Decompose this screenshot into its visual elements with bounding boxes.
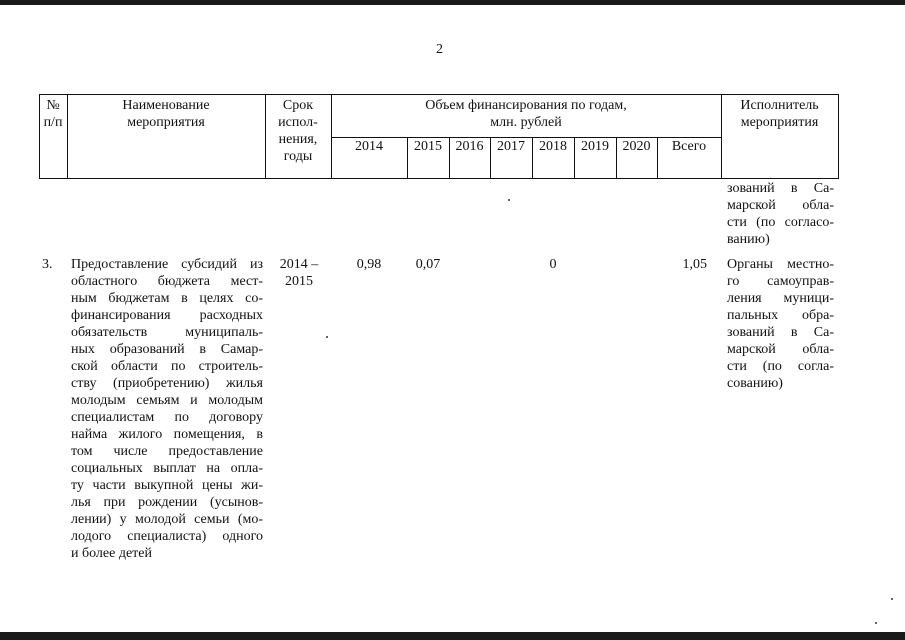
text-line: го самоуправ- <box>727 274 834 289</box>
text-line: лодого специалиста) одного <box>71 529 263 544</box>
text-line: и более детей <box>71 546 153 561</box>
table-header <box>0 0 905 180</box>
text-line: Предоставление субсидий из <box>71 257 263 272</box>
text-line: марской обла- <box>727 342 834 357</box>
text-line: зований в Са- <box>727 181 834 196</box>
header-funding: Объем финансирования по годам, млн. рублей <box>425 98 627 130</box>
text-line: обязательств муниципаль- <box>71 325 263 340</box>
text-line: лении) у молодой семьи (мо- <box>71 512 263 527</box>
text-line: специалистам по договору <box>71 410 263 425</box>
text-line: пальных обра- <box>727 308 834 323</box>
header-year-2015: 2015 <box>414 139 442 154</box>
header-top-rule <box>39 94 838 95</box>
row-executor <box>727 256 834 392</box>
text-line: 2015 <box>285 274 313 289</box>
header-year-total: Всего <box>671 139 707 154</box>
text-line: найма жилого помещения, в <box>71 427 263 442</box>
scan-speck <box>891 598 893 600</box>
scan-speck <box>875 622 877 624</box>
text-line: ту части выкупной цены жи- <box>71 478 263 493</box>
value-2018: 0 <box>549 257 557 272</box>
header-term: Срок испол- нения, годы <box>278 98 318 164</box>
text-line: сти (по согласо- <box>727 215 834 230</box>
row-name <box>71 256 263 562</box>
header-num: № п/п <box>43 98 63 130</box>
text-line: сти (по согла- <box>727 359 834 374</box>
grid-line <box>838 94 839 179</box>
header-name: Наименование мероприятия <box>122 98 210 130</box>
value-2015: 0,07 <box>415 257 441 272</box>
row-term <box>271 256 327 290</box>
text-line: финансирования расходных <box>71 308 263 323</box>
header-executor: Исполнитель мероприятия <box>740 98 819 130</box>
header-year-2017: 2017 <box>497 139 525 154</box>
text-line: марской обла- <box>727 198 834 213</box>
text-line: 2014 – <box>279 257 319 272</box>
header-year-2020: 2020 <box>622 139 651 154</box>
value-total-text: 1,05 <box>682 257 707 272</box>
text-line: ванию) <box>727 232 770 247</box>
header-bottom-rule <box>39 178 838 179</box>
text-line: Органы местно- <box>727 257 834 272</box>
value-total <box>657 256 721 273</box>
text-line: ской области по строитель- <box>71 359 263 374</box>
text-line: ству (приобретению) жилья <box>71 376 263 391</box>
text-line: областного бюджета мест- <box>71 274 263 289</box>
text-line: лья при рождении (усынов- <box>71 495 263 510</box>
value-2014: 0,98 <box>356 257 382 272</box>
text-line: зований в Са- <box>727 325 834 340</box>
text-line: молодым семьям и молодым <box>71 393 263 408</box>
header-year-2019: 2019 <box>581 139 609 154</box>
row-number: 3. <box>42 257 53 272</box>
text-line: том числе предоставление <box>71 444 263 459</box>
text-line: ным бюджетам в целях со- <box>71 291 263 306</box>
header-year-2014: 2014 <box>355 139 383 154</box>
scan-speck <box>326 336 328 338</box>
header-year-2016: 2016 <box>455 139 484 154</box>
continuation-executor <box>727 180 834 248</box>
text-line: социальных выплат на опла- <box>71 461 263 476</box>
text-line: ления муници- <box>727 291 834 306</box>
scan-bottom-border <box>0 632 905 640</box>
text-line: ных образований в Самар- <box>71 342 263 357</box>
scan-speck <box>508 199 510 201</box>
page-number: 2 <box>436 42 443 57</box>
text-line: сованию) <box>727 376 783 391</box>
header-year-2018: 2018 <box>539 139 567 154</box>
